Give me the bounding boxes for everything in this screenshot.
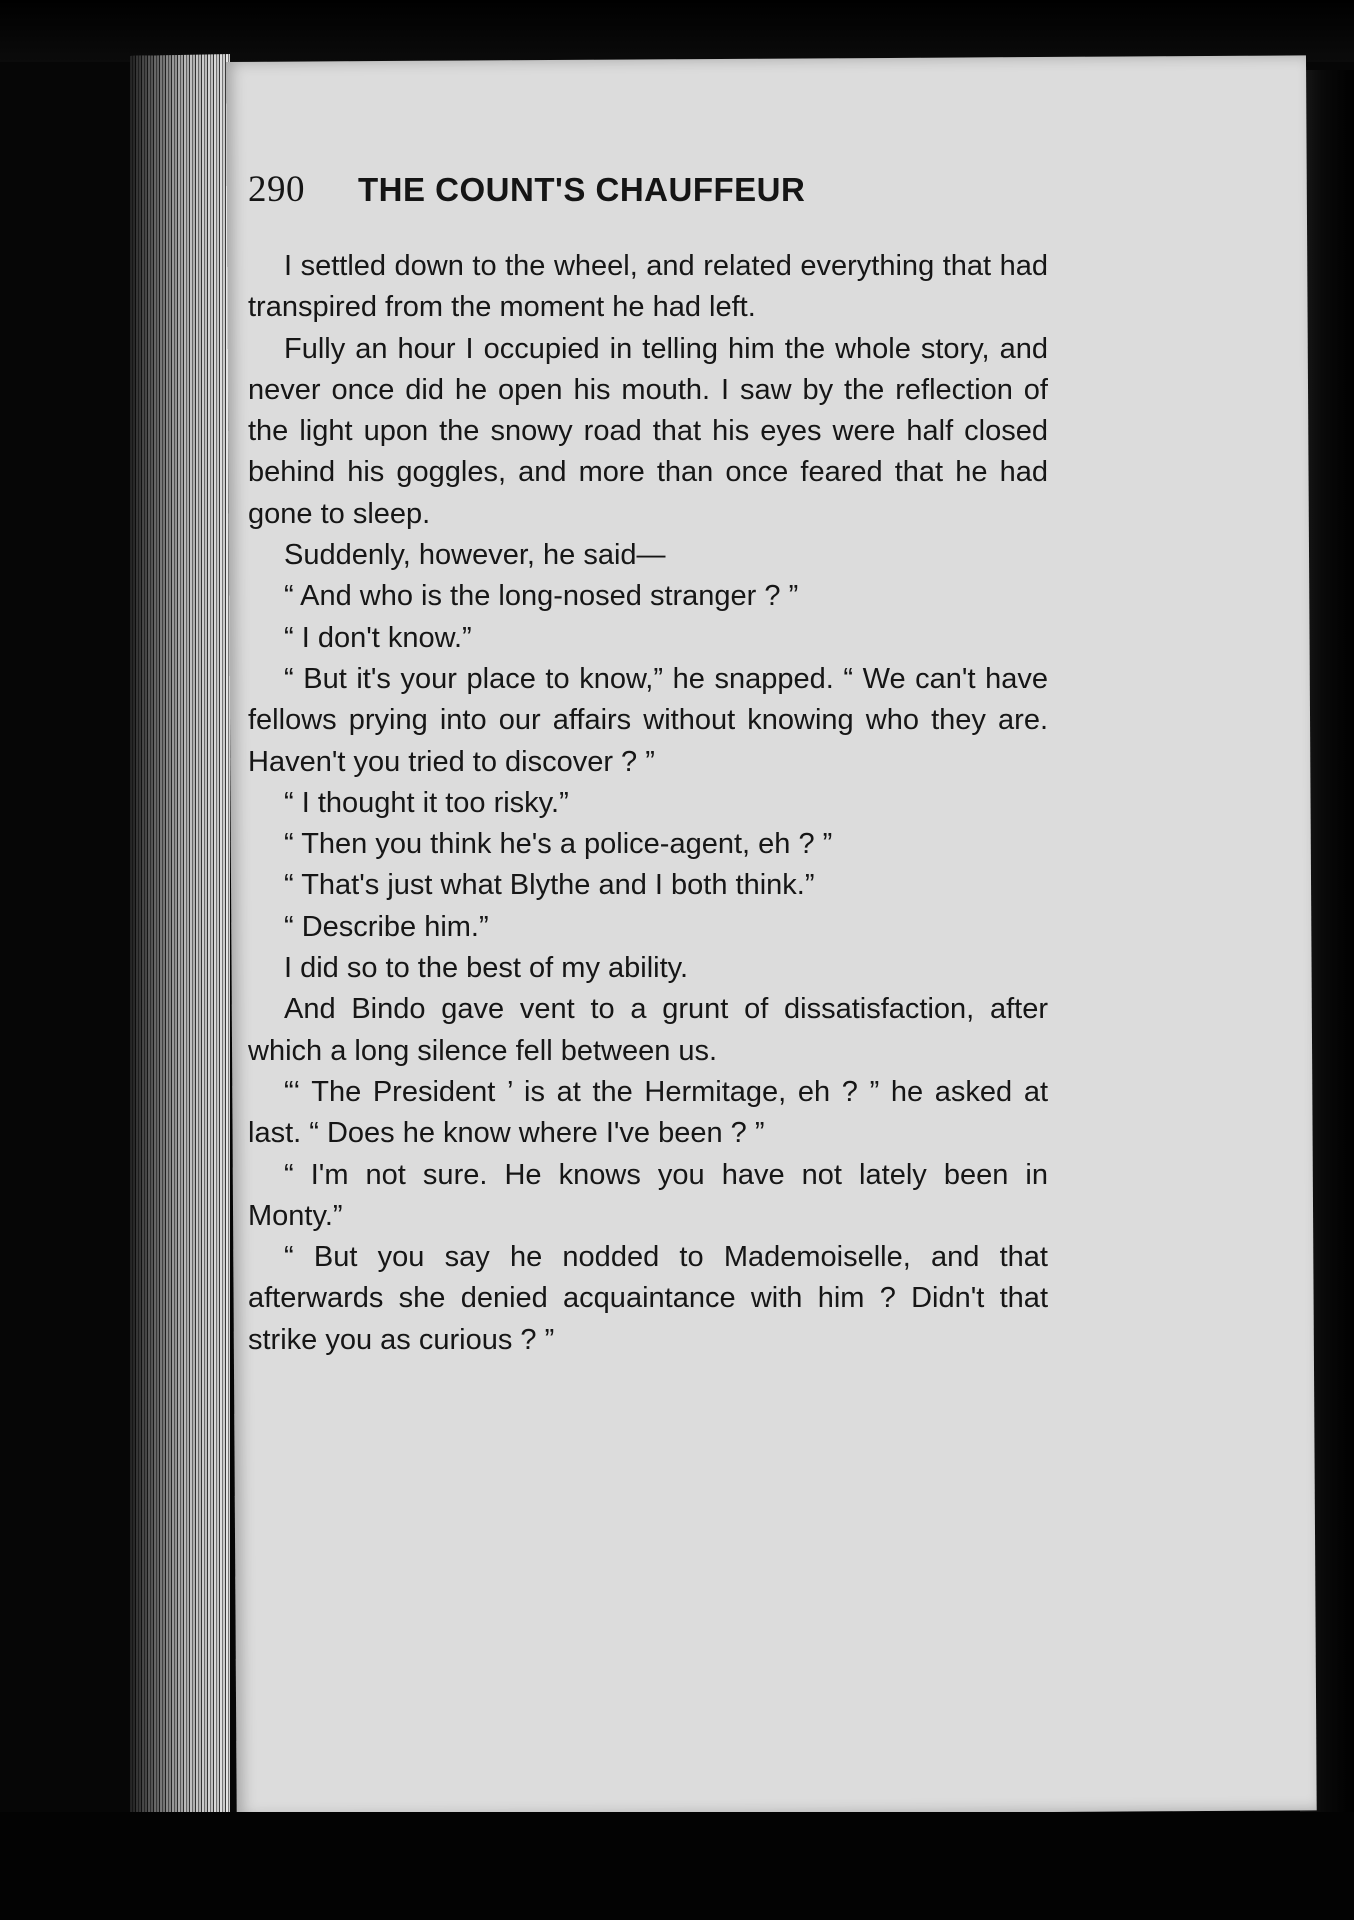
- paragraph: Suddenly, however, he said—: [284, 539, 666, 572]
- paragraph: “ I don't know.”: [284, 621, 472, 654]
- paragraph: Fully an hour I occupied in telling him the whole story, and never once did he open his mouth. I saw by the reflection of the light upon the snowy road that his eyes were half closed behind his goggles, and more than once feared that he had gone to sleep.: [248, 332, 1048, 530]
- paragraph: “ And who is the long-nosed stranger ? ”: [284, 580, 799, 613]
- page-header: [248, 168, 1148, 211]
- paragraph: I settled down to the wheel, and related everything that had transpired from the moment he had left.: [248, 250, 1048, 324]
- paragraph: “ That's just what Blythe and I both think.”: [284, 869, 815, 902]
- paragraph: “ Describe him.”: [284, 910, 489, 943]
- paragraph: “ But you say he nodded to Mademoiselle, and that afterwards she denied acquaintance with him ? Didn't that strike you as curious ? ”: [248, 1241, 1048, 1356]
- paragraph: “ Then you think he's a police-agent, eh ? ”: [284, 828, 833, 861]
- paragraph: “ I'm not sure. He knows you have not lately been in Monty.”: [248, 1158, 1048, 1232]
- scan-bottom-border: [0, 1812, 1354, 1920]
- paragraph: “‘ The President ’ is at the Hermitage, eh ? ” he asked at last. “ Does he know where I've been ? ”: [248, 1075, 1048, 1150]
- paragraph: And Bindo gave vent to a grunt of dissatisfaction, after which a long silence fell between us.: [248, 993, 1048, 1067]
- page-number: 290: [248, 169, 305, 210]
- body-text: [248, 246, 1048, 1361]
- paragraph: “ I thought it too risky.”: [284, 786, 569, 819]
- paragraph: “ But it's your place to know,” he snapped. “ We can't have fellows prying into our affairs without knowing who they are. Haven't you tried to discover ? ”: [248, 662, 1048, 778]
- paragraph: I did so to the best of my ability.: [284, 952, 689, 985]
- book-page-edges: [130, 54, 230, 1816]
- scan-top-border: [0, 0, 1354, 62]
- running-title: THE COUNT'S CHAUFFEUR: [358, 171, 806, 208]
